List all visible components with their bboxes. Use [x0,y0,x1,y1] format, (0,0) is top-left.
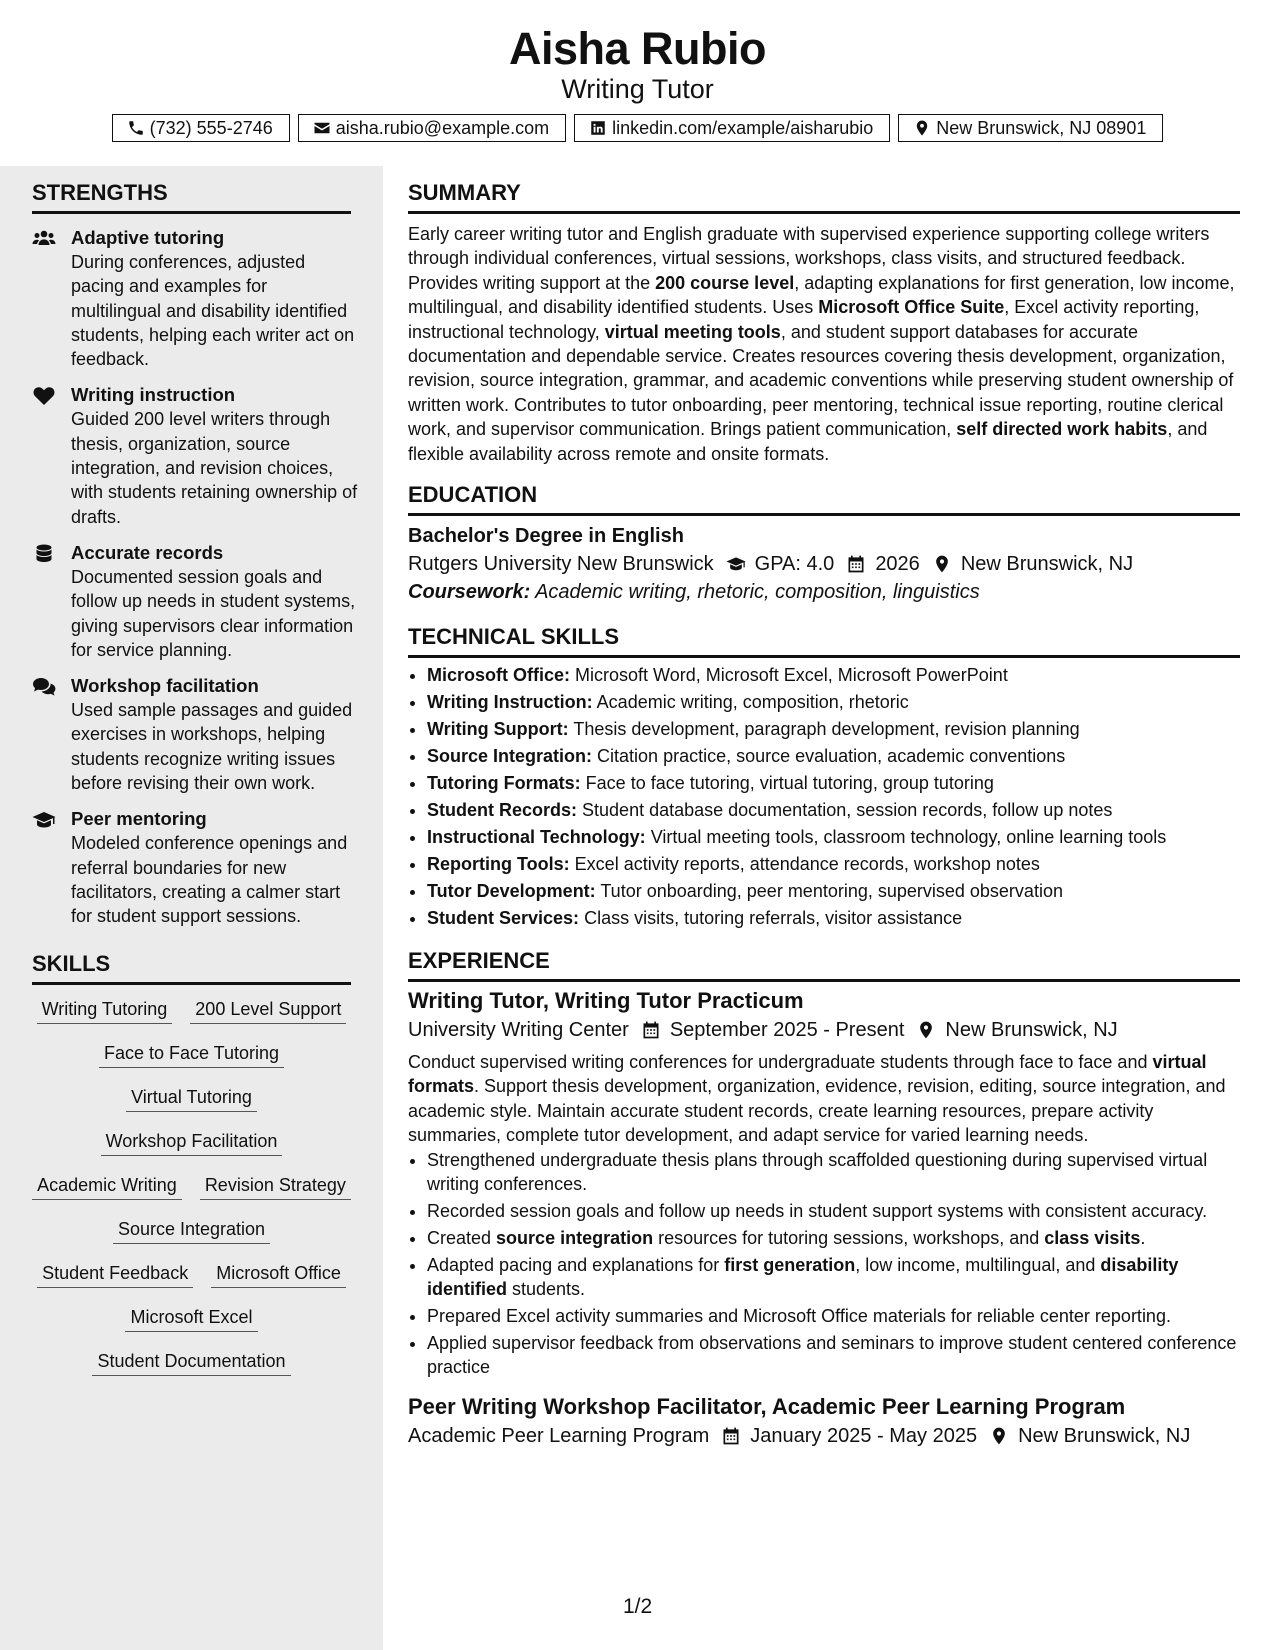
skill-chip: Revision Strategy [200,1173,351,1200]
envelope-icon [313,119,331,137]
heart-icon [32,386,56,406]
summary-segment: , Excel activity reporting, instructional technology, [408,297,1200,342]
job-dates: September 2025 - Present [669,1019,905,1042]
skill-chip: Student Feedback [37,1261,193,1288]
coursework-list: Academic writing, rhetoric, composition, linguistics [535,581,980,604]
contact-email-text: aisha.rubio@example.com [335,117,550,138]
database-icon [32,544,56,564]
resume-header [0,0,1275,166]
job-meta [408,1016,1240,1044]
skill-chip: Face to Face Tutoring [99,1041,284,1068]
skill-value: Microsoft Word, Microsoft Excel, Microsoft PowerPoint [575,665,1008,686]
summary-segment: , adapting explanations for first generation, low income, multilingual, and disability identified students. Uses [408,272,1235,318]
skill-label: Source Integration: [427,746,593,767]
bullet-text: resources for tutoring sessions, workshops, and [653,1227,1045,1248]
comments-icon [32,677,56,697]
job-location: New Brunswick, NJ [1018,1425,1191,1448]
list-item [427,1253,1240,1302]
list-item [427,824,1240,851]
summary-heading: SUMMARY [408,178,1240,214]
job-desc-segment: . Support thesis development, organization, evidence, revision, editing, source integration, and academic style. Maintain accurate student records, create learning resources, prepare activity summaries, complete tutor development, and adapt service for varied learning needs. [408,1076,1226,1146]
summary-text [408,222,1240,466]
job-title: Peer Writing Workshop Facilitator, Academic Peer Learning Program [408,1394,1126,1420]
skills-heading: SKILLS [32,949,351,985]
calendar-icon [721,1426,741,1446]
skill-chip: Microsoft Office [211,1261,346,1288]
strength-title: Writing instruction [71,384,236,406]
job-entry [408,986,1240,1380]
summary-segment: Early career writing tutor and English graduate with supervised experience supporting college writers through individual conferences, virtual sessions, workshops, class visits, and structured feedback. Provides writing support at the [408,224,1210,293]
contact-email[interactable] [298,114,566,142]
coursework [408,578,1240,606]
bullet-text: Adapted pacing and explanations for [427,1254,725,1275]
skill-value: Thesis development, paragraph development, revision planning [573,719,1080,740]
list-item [427,1226,1240,1250]
skill-chip: Virtual Tutoring [126,1085,257,1112]
summary-highlight: virtual meeting tools [604,321,781,342]
main-column [408,166,1240,1450]
strength-title: Workshop facilitation [71,675,259,697]
strengths-heading: STRENGTHS [32,178,351,214]
strength-desc: Guided 200 level writers through thesis, organization, source integration, and revision choices, with students retaining ownership of drafts. [71,409,358,527]
graduation-cap-icon [726,554,746,574]
technical-skills-list [408,662,1240,932]
skill-chip: Workshop Facilitation [101,1129,283,1156]
strength-item [32,383,361,528]
skill-value: Citation practice, source evaluation, academic conventions [597,746,1066,767]
skills-list [32,997,351,1376]
bullet-highlight: source integration [496,1227,654,1248]
list-item [427,851,1240,878]
summary-highlight: Microsoft Office Suite [818,297,1005,318]
summary-highlight: 200 course level [655,272,795,293]
strength-item [32,226,361,371]
contact-location [898,114,1163,142]
summary-segment: , and student support databases for accurate documentation and dependable service. Creates resources covering thesis development, organization, revision, source integration, grammar, and academic conventions while preserving student ownership of written work. Contributes to tutor onboarding, peer mentoring, technical issue reporting, routine clerical work, and supervisor communication. Brings patient communication, [408,321,1234,440]
skill-chip: Academic Writing [32,1173,182,1200]
skill-value: Tutor onboarding, peer mentoring, supervised observation [600,881,1063,902]
education-meta [408,550,1240,578]
strength-desc: During conferences, adjusted pacing and examples for multilingual and disability identified students, helping each writer act on feedback. [71,252,355,370]
skill-label: Microsoft Office: [427,665,571,686]
strength-item [32,674,361,795]
gpa: GPA: 4.0 [754,553,835,576]
experience-heading: EXPERIENCE [408,946,1240,982]
job-title: Writing Tutor, Writing Tutor Practicum [408,988,804,1014]
skill-chip: Writing Tutoring [37,997,173,1024]
bullet-text: , low income, multilingual, and [855,1254,1101,1275]
list-item [427,1304,1240,1328]
bullet-highlight: disability identified [427,1254,1179,1300]
contact-linkedin[interactable] [574,114,890,142]
linkedin-icon [589,119,607,137]
contact-phone-text: (732) 555-2746 [149,117,273,138]
users-icon [32,229,56,249]
education-heading: EDUCATION [408,480,1240,516]
bullet-text: . [1140,1227,1146,1248]
bullet-text: Strengthened undergraduate thesis plans through scaffolded questioning during supervised virtual writing conferences. [427,1149,1208,1195]
list-item [427,1148,1240,1197]
job-description [408,1050,1240,1148]
list-item [427,905,1240,932]
contact-location-text: New Brunswick, NJ 08901 [936,117,1147,138]
degree-title: Bachelor's Degree in English [408,525,684,548]
map-pin-icon [989,1426,1009,1446]
skill-value: Class visits, tutoring referrals, visitor assistance [584,908,963,929]
job-desc-highlight: virtual formats [408,1052,1207,1097]
bullet-text: Recorded session goals and follow up needs in student support systems with consistent accuracy. [427,1201,1208,1221]
bullet-highlight: class visits [1044,1227,1141,1248]
job-desc-segment: Conduct supervised writing conferences for undergraduate students through face to face and [408,1052,1153,1073]
list-item [427,1331,1240,1380]
skill-value: Virtual meeting tools, classroom technology, online learning tools [650,827,1167,848]
candidate-role: Writing Tutor [561,74,714,104]
skill-label: Tutor Development: [427,881,596,902]
calendar-icon [846,554,866,574]
coursework-label: Coursework: [408,581,531,604]
sidebar [0,166,383,1650]
list-item [427,662,1240,689]
skill-label: Writing Instruction: [427,692,593,713]
technical-skills-heading: TECHNICAL SKILLS [408,622,1240,658]
graduation-cap-icon [32,810,56,830]
list-item [427,1199,1240,1223]
skill-value: Academic writing, composition, rhetoric [596,692,909,713]
bullet-text: Prepared Excel activity summaries and Microsoft Office materials for reliable center reporting. [427,1306,1171,1327]
strength-item [32,807,361,928]
skill-label: Student Services: [427,908,580,929]
strength-desc: Modeled conference openings and referral boundaries for new facilitators, creating a calmer start for student support sessions. [71,833,348,927]
skill-label: Reporting Tools: [427,854,570,875]
bullet-text: students. [507,1279,586,1300]
strength-title: Adaptive tutoring [71,227,225,248]
skill-value: Excel activity reports, attendance records, workshop notes [574,854,1040,875]
skill-value: Face to face tutoring, virtual tutoring, group tutoring [585,773,994,794]
bullet-text: Applied supervisor feedback from observations and seminars to improve student centered conference practice [427,1333,1237,1378]
contact-phone[interactable] [112,114,290,142]
skill-label: Student Records: [427,800,578,821]
map-pin-icon [913,119,931,137]
school-location: New Brunswick, NJ [960,553,1134,576]
job-org: University Writing Center [408,1019,629,1042]
calendar-icon [641,1020,661,1040]
contact-bar [0,114,1275,142]
contact-linkedin-text: linkedin.com/example/aisharubio [612,117,874,138]
school-name: Rutgers University New Brunswick [408,553,714,576]
skill-chip: Source Integration [113,1217,270,1244]
skill-label: Instructional Technology: [427,827,646,848]
skill-value: Student database documentation, session records, follow up notes [582,800,1113,821]
list-item [427,689,1240,716]
summary-segment: , and flexible availability across remote and onsite formats. [408,419,1208,464]
map-pin-icon [916,1020,936,1040]
job-location: New Brunswick, NJ [945,1019,1118,1042]
strength-title: Accurate records [71,541,224,563]
summary-highlight: self directed work habits [956,419,1168,440]
job-dates: January 2025 - May 2025 [750,1425,978,1448]
skill-chip: Student Documentation [92,1349,290,1376]
skill-chip: Microsoft Excel [125,1305,257,1332]
strength-desc: Used sample passages and guided exercises in workshops, helping students recognize writing issues before revising their own work. [71,700,353,794]
phone-icon [127,119,145,137]
list-item [427,770,1240,797]
job-org: Academic Peer Learning Program [408,1425,710,1448]
graduation-year: 2026 [875,553,920,576]
skill-chip: 200 Level Support [190,997,346,1024]
bullet-highlight: first generation [724,1254,856,1275]
job-meta [408,1422,1240,1450]
skill-label: Writing Support: [427,719,569,740]
skill-label: Tutoring Formats: [427,773,581,794]
page-number: 1/2 [623,1595,653,1618]
list-item [427,743,1240,770]
job-entry [408,1392,1240,1450]
job-bullets [408,1148,1240,1380]
strength-desc: Documented session goals and follow up needs in student systems, giving supervisors clear information for service planning. [71,566,356,660]
list-item [427,797,1240,824]
strength-item [32,541,361,662]
list-item [427,716,1240,743]
list-item [427,878,1240,905]
bullet-text: Created [427,1227,497,1248]
candidate-name: Aisha Rubio [508,23,766,74]
map-pin-icon [932,554,952,574]
strength-title: Peer mentoring [71,808,207,830]
